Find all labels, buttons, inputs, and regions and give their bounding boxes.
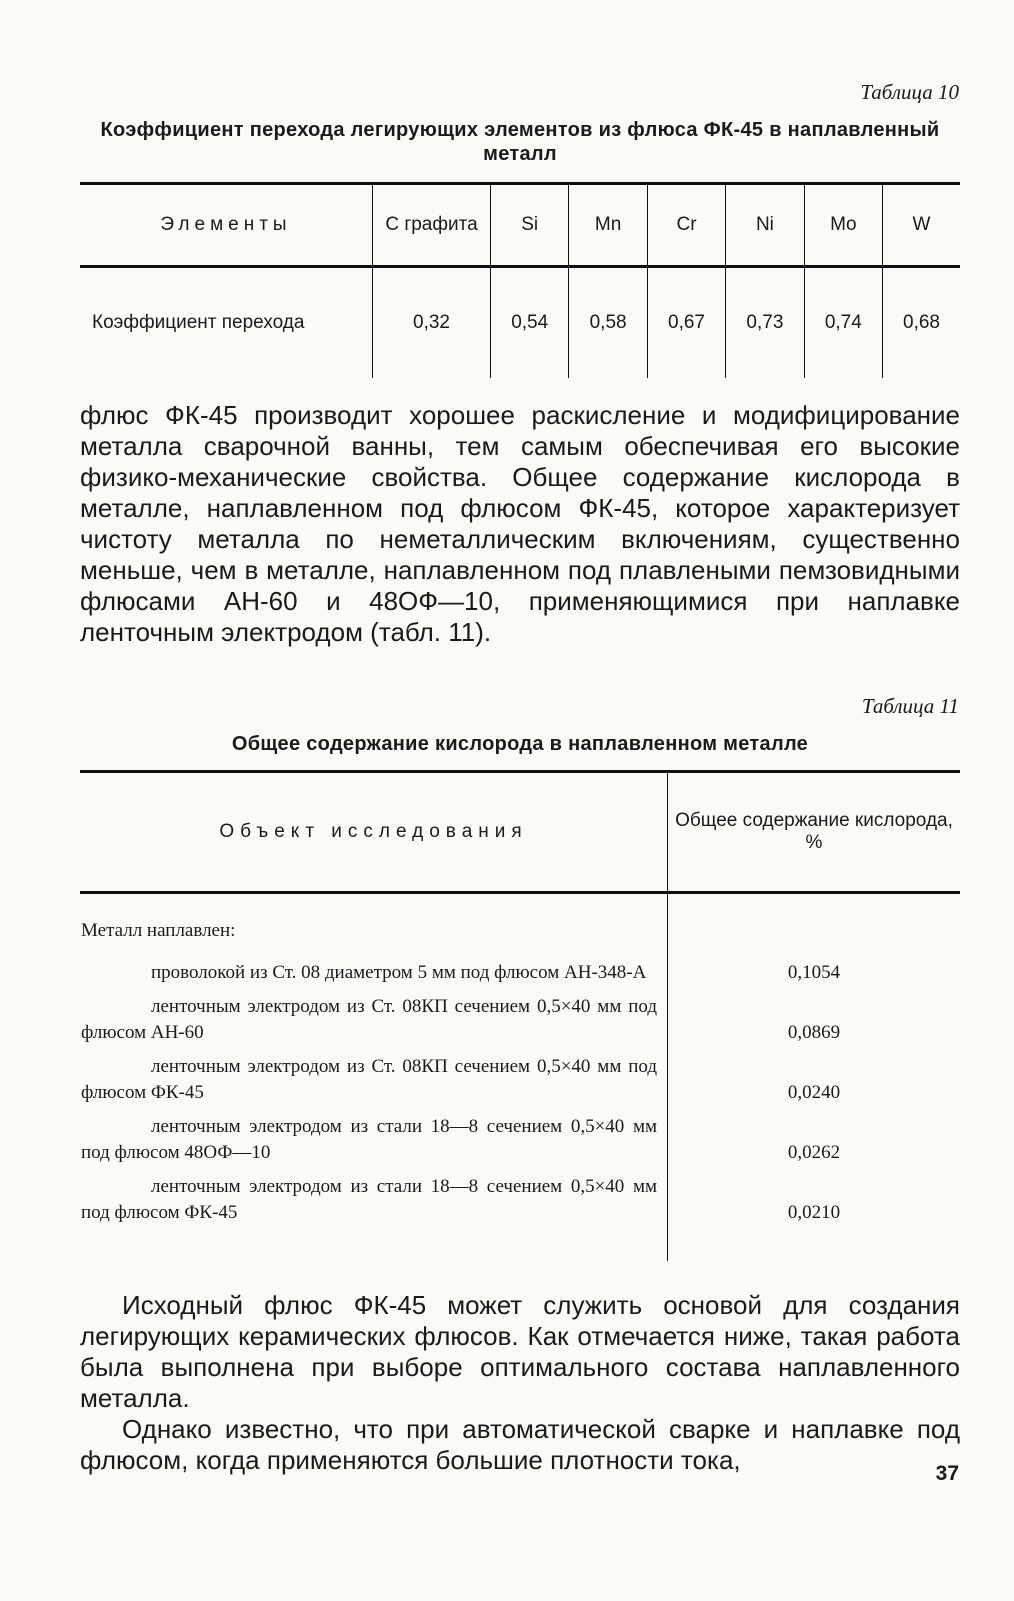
- table10-header-cell: W: [883, 184, 960, 267]
- table11-row-object: ленточным электродом из Ст. 08КП сечением 0,5×40 мм под флюсом АН-60: [81, 996, 657, 1043]
- paragraph-2-3: [80, 1290, 960, 1476]
- table11-value-column: [668, 893, 961, 1262]
- table11: [80, 770, 960, 1261]
- table10-row-label: Коэффициент перехода: [92, 312, 305, 333]
- paragraph-3-text: Однако известно, что при автоматической сварке и наплавке под флюсом, когда применяются большие плотности тока,: [80, 1414, 960, 1475]
- page-number: 37: [935, 1462, 959, 1485]
- table11-header-row: [80, 772, 960, 893]
- table10-header-row: [80, 184, 960, 267]
- table11-row-object: ленточным электродом из Ст. 08КП сечением 0,5×40 мм под флюсом ФК-45: [81, 1056, 657, 1103]
- table11-caption: Таблица 11: [861, 694, 959, 718]
- table11-object-column: [80, 893, 668, 1262]
- table11-header-oxygen: Общее содержание кислорода, %: [668, 772, 961, 893]
- table10-value-cell: 0,73: [726, 267, 804, 379]
- table11-row-object: ленточным электродом из стали 18—8 сечением 0,5×40 мм под флюсом 48ОФ—10: [81, 1116, 657, 1163]
- paragraph-1-text: флюс ФК-45 производит хорошее раскисление и модифицирование металла сварочной ванны, тем самым обеспечивая его высокие физико-механические свойства. Общее содержание кислорода в металле, наплавленном под флюсом ФК-45, которое характеризует чистоту металла по неметаллическим включениям, существенно меньше, чем в металле, наплавленном под плавлеными пемзовидными флюсами АН-60 и 48ОФ—10, применяющимися при наплавке ленточным электродом (табл. 11).: [80, 400, 960, 647]
- table11-row-value: 0,1054: [787, 962, 841, 983]
- table10: [80, 182, 960, 378]
- table11-body: [80, 893, 960, 1262]
- table10-header-cell: C графита: [373, 184, 491, 267]
- table11-title: Общее содержание кислорода в наплавленном металле: [231, 733, 809, 755]
- table11-row-value: 0,0210: [787, 1202, 841, 1223]
- table10-value-cell: 0,32: [373, 267, 491, 379]
- table10-title: Коэффициент перехода легирующих элементов из флюса ФК-45 в наплавленный металл: [100, 119, 940, 165]
- table11-row-value: 0,0869: [787, 1022, 841, 1043]
- table10-header-cell: Si: [491, 184, 569, 267]
- table10-value-cell: 0,74: [804, 267, 882, 379]
- table10-caption: Таблица 10: [860, 80, 959, 104]
- table10-header-cell: Mn: [569, 184, 647, 267]
- table11-row-value: 0,0240: [787, 1082, 841, 1103]
- paragraph-1: [80, 400, 960, 648]
- table10-header-cell: Ni: [726, 184, 804, 267]
- table10-value-cell: 0,68: [883, 267, 960, 379]
- table11-row-object: проволокой из Ст. 08 диаметром 5 мм под флюсом АН-348-А: [151, 962, 647, 983]
- table10-data-row: [80, 267, 960, 379]
- table10-header-cell: Cr: [647, 184, 725, 267]
- table10-value-cell: 0,54: [491, 267, 569, 379]
- table10-value-cell: 0,67: [647, 267, 725, 379]
- table11-row-value: 0,0262: [787, 1142, 841, 1163]
- table10-header-cell: Элементы: [80, 184, 373, 267]
- table11-subheader: Металл наплавлен:: [81, 920, 236, 941]
- table11-header-object: Объект исследования: [80, 772, 668, 893]
- table11-row-object: ленточным электродом из стали 18—8 сечением 0,5×40 мм под флюсом ФК-45: [81, 1176, 657, 1223]
- table10-value-cell: 0,58: [569, 267, 647, 379]
- table10-header-cell: Mo: [804, 184, 882, 267]
- paragraph-2-text: Исходный флюс ФК-45 может служить основой для создания легирующих керамических флюсов. Как отмечается ниже, такая работа была выполнена при выборе оптимального состава наплавленного металла.: [80, 1290, 960, 1413]
